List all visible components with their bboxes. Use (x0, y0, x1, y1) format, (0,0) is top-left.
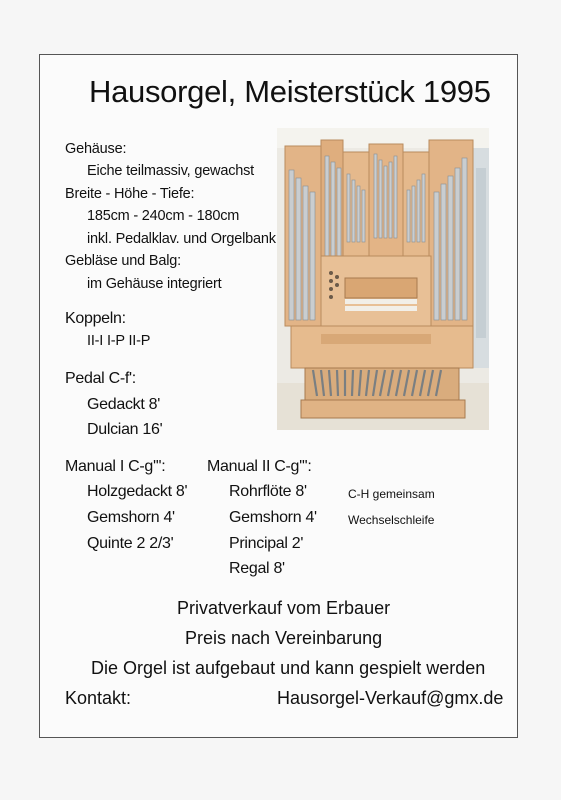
manual2-stop: Principal 2' (229, 535, 304, 552)
spec-blower-label: Gebläse und Balg: (65, 253, 181, 269)
pedal-stop: Gedackt 8' (87, 396, 160, 413)
manual2-stop: Regal 8' (229, 560, 285, 577)
pedal-stop: Dulcian 16' (87, 421, 163, 438)
note-wechselschleife: Wechselschleife (348, 513, 435, 527)
note-shared-bass: C-H gemeinsam (348, 487, 435, 501)
manual2-stop: Gemshorn 4' (229, 509, 317, 526)
spec-blower-value: im Gehäuse integriert (87, 276, 222, 292)
manual1-stop: Quinte 2 2/3' (87, 535, 174, 552)
manual1-heading: Manual I C-g''': (65, 458, 166, 475)
footer-playable: Die Orgel ist aufgebaut und kann gespielt werden (91, 658, 486, 678)
manual1-stop: Gemshorn 4' (87, 509, 175, 526)
organ-photo (277, 128, 489, 430)
footer-price: Preis nach Vereinbarung (185, 628, 383, 648)
spec-case-label: Gehäuse: (65, 141, 127, 157)
spec-dimensions-label: Breite - Höhe - Tiefe: (65, 186, 195, 202)
manual1-stop: Holzgedackt 8' (87, 483, 188, 500)
page-title: Hausorgel, Meisterstück 1995 (89, 74, 491, 109)
pedal-heading: Pedal C-f': (65, 370, 136, 387)
footer-private-sale: Privatverkauf vom Erbauer (177, 598, 391, 618)
contact-label: Kontakt: (65, 688, 132, 708)
spec-dimensions-note: inkl. Pedalklav. und Orgelbank (87, 231, 276, 247)
koppeln-heading: Koppeln: (65, 310, 126, 327)
koppeln-values: II-I I-P II-P (87, 333, 151, 349)
manual2-stop: Rohrflöte 8' (229, 483, 307, 500)
contact-email[interactable]: Hausorgel-Verkauf@gmx.de (277, 688, 504, 708)
manual2-heading: Manual II C-g''': (207, 458, 312, 475)
spec-dimensions-value: 185cm - 240cm - 180cm (87, 208, 240, 224)
spec-case-value: Eiche teilmassiv, gewachst (87, 163, 254, 179)
